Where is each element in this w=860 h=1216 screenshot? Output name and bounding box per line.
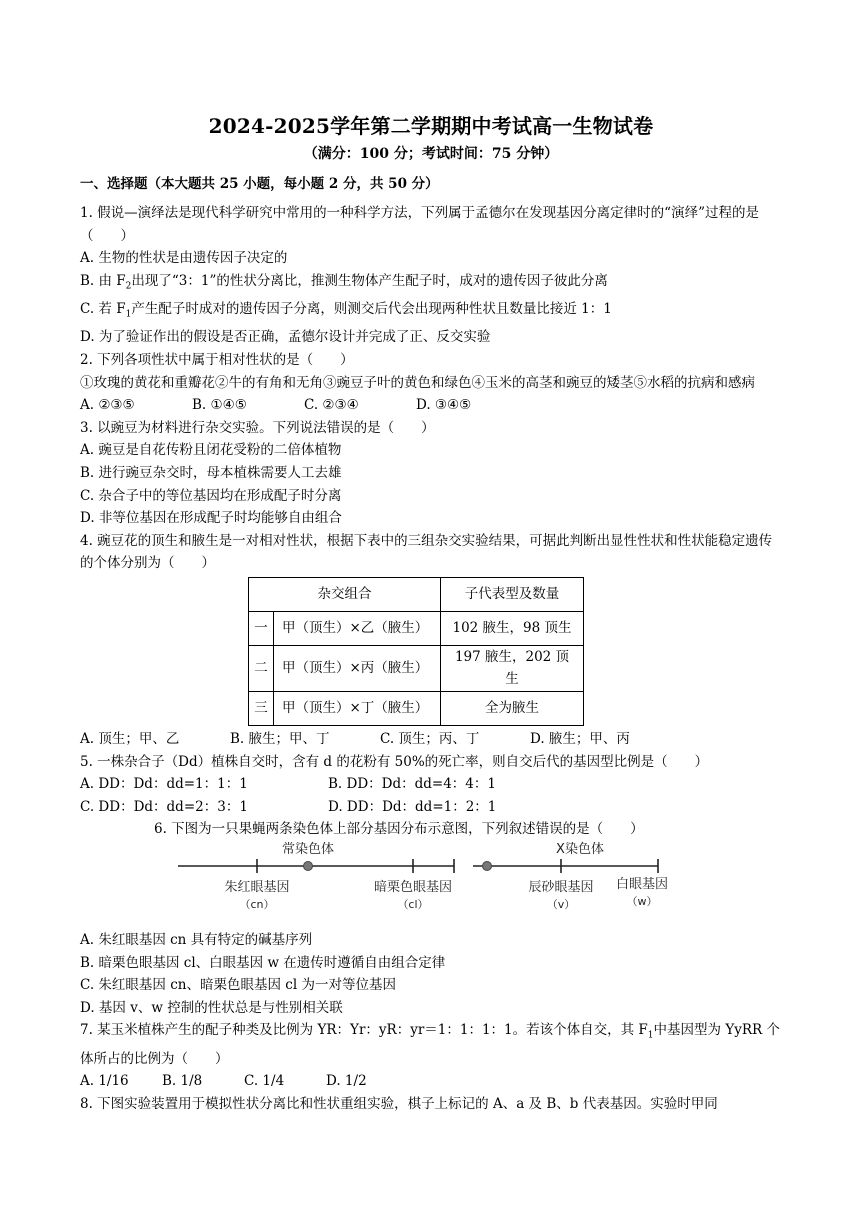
question-stem: 5. 一株杂合子（Dd）植株自交时，含有 d 的花粉有 50%的死亡率，则自交后代的基因型比例是（ ） [80, 753, 709, 770]
question-stem: 1. 假说—演绎法是现代科学研究中常用的一种科学方法，下列属于孟德尔在发现基因分离定律时的“演绎”过程的是（ ） [80, 205, 759, 244]
chromosome-diagram [80, 841, 782, 929]
question-stem: 4. 豌豆花的顶生和腋生是一对相对性状，根据下表中的三组杂交实验结果，可据此判断出显性性状和性状能稳定遗传的个体分别为（ ） [80, 532, 773, 572]
question-stem: 6. 下图为一只果蝇两条染色体上部分基因分布示意图，下列叙述错误的是（ ） [154, 821, 644, 838]
question-1 [80, 202, 782, 349]
table-cell-idx: 一 [249, 611, 274, 645]
option-b: B. DD：Dd：dd=4：4：1 [328, 776, 496, 793]
options-row [80, 773, 782, 796]
cross-table [248, 577, 584, 726]
gene-label-w: 白眼基因 [615, 877, 669, 893]
option-a: A. DD：Dd：dd=1：1：1 [80, 776, 248, 793]
table-cell-combo: 甲（顶生）×丁（腋生） [274, 692, 441, 726]
option-b: B. 进行豌豆杂交时，母本植株需要人工去雄 [80, 464, 342, 481]
question-4 [80, 530, 782, 751]
option-b: B. 暗栗色眼基因 cl、白眼基因 w 在遗传时遵循自由组合定律 [80, 954, 446, 971]
table-cell-result: 102 腋生，98 顶生 [441, 611, 584, 645]
option-c: C. 顶生；丙、丁 [380, 731, 480, 748]
gene-label-v: 辰砂眼基因 [528, 880, 594, 896]
x-centromere [483, 862, 492, 871]
options-row [80, 1070, 782, 1093]
question-5 [80, 751, 782, 819]
option-a: A. 1/16 [80, 1073, 129, 1090]
gene-label-cl: 暗栗色眼基因 [373, 880, 453, 896]
option-b: B. 由 $F_2$出现了“3：1”的性状分离比，推测生物体产生配子时，成对的遗传因子彼此分离 [80, 272, 608, 292]
option-d: D. 非等位基因在形成配子时均能够自由组合 [80, 510, 342, 527]
option-a: A. 顶生；甲、乙 [80, 731, 180, 748]
option-d: D. 腋生；甲、丙 [530, 731, 630, 748]
question-stem: 8. 下图实验装置用于模拟性状分离比和性状重组实验，棋子上标记的 A、a 及 B、b 代表基因。实验时甲同 [80, 1095, 718, 1112]
page-title: 2024-2025学年第二学期期中考试高一生物试卷 [208, 114, 654, 138]
option-a: A. 生物的性状是由遗传因子决定的 [80, 250, 288, 267]
question-6 [80, 818, 782, 1019]
option-c: C. ②③④ [304, 397, 359, 414]
option-c: C. 若 $F_1$产生配子时成对的遗传因子分离，则测交后代会出现两种性状且数量比接近 1：1 [80, 301, 612, 320]
question-stem: 3. 以豌豆为材料进行杂交实验。下列说法错误的是（ ） [80, 419, 435, 436]
table-cell-combo: 甲（顶生）×丙（腋生） [274, 645, 441, 691]
table-cell-combo: 甲（顶生）×乙（腋生） [274, 611, 441, 645]
question-7 [80, 1019, 782, 1092]
option-a: A. 豌豆是自花传粉且闭花受粉的二倍体植物 [80, 442, 342, 459]
option-d: D. 为了验证作出的假设是否正确，孟德尔设计并完成了正、反交实验 [80, 329, 491, 346]
table-cell-result: 全为腋生 [441, 692, 584, 726]
gene-symbol-v: （v） [546, 898, 576, 912]
x-chromosome-label: X染色体 [556, 842, 604, 858]
gene-symbol-cn: （cn） [239, 898, 275, 912]
option-c: C. 朱红眼基因 cn、暗栗色眼基因 cl 为一对等位基因 [80, 977, 396, 994]
option-a: A. ②③⑤ [80, 397, 135, 414]
options-row [80, 394, 782, 417]
question-stem: 7. 某玉米植株产生的配子种类及比例为 YR：Yr：yR：yr＝1：1：1：1。若该个体自交，其 $F_1$中基因型为 YyRR 个体所占的比例为（ ） [80, 1022, 780, 1067]
option-a: A. 朱红眼基因 cn 具有特定的碱基序列 [80, 932, 313, 949]
autosome-label: 常染色体 [281, 842, 335, 858]
section-heading: 一、选择题（本大题共 25 小题，每小题 2 分，共 50 分） [80, 176, 439, 192]
question-3 [80, 417, 782, 530]
option-b: B. 腋生；甲、丁 [230, 731, 330, 748]
option-d: D. 基因 v、w 控制的性状总是与性别相关联 [80, 999, 343, 1016]
options-row [80, 728, 782, 751]
table-row [249, 611, 584, 645]
question-2 [80, 349, 782, 417]
option-b: B. ①④⑤ [192, 397, 247, 414]
option-c: C. 1/4 [244, 1073, 285, 1090]
table-header-row [249, 577, 584, 611]
gene-label-cn: 朱红眼基因 [224, 880, 290, 896]
autosome-centromere [304, 862, 313, 871]
table-row [249, 692, 584, 726]
option-c: C. DD：Dd：dd=2：3：1 [80, 798, 248, 815]
table-cell-idx: 二 [249, 645, 274, 691]
question-stem: 2. 下列各项性状中属于相对性状的是（ ） [80, 351, 354, 368]
table-header-result: 子代表型及数量 [441, 577, 584, 611]
question-items: ①玫瑰的黄花和重瓣花②牛的有角和无角③豌豆子叶的黄色和绿色④玉米的高茎和豌豆的矮茎⑤水稻的抗病和感病 [80, 374, 755, 391]
question-8 [80, 1093, 782, 1116]
gene-symbol-cl: （cl） [397, 898, 429, 912]
table-cell-idx: 三 [249, 692, 274, 726]
option-d: D. ③④⑤ [416, 397, 472, 414]
option-c: C. 杂合子中的等位基因均在形成配子时分离 [80, 487, 342, 504]
gene-symbol-w: （w） [626, 895, 658, 909]
option-b: B. 1/8 [162, 1073, 203, 1090]
page-subtitle: （满分：100 分；考试时间：75 分钟） [303, 146, 559, 162]
table-header-combo: 杂交组合 [249, 577, 441, 611]
table-row [249, 645, 584, 691]
table-cell-result: 197 腋生，202 顶生 [441, 645, 584, 691]
options-row [80, 796, 782, 819]
option-d: D. 1/2 [326, 1073, 367, 1090]
option-d: D. DD：Dd：dd=1：2：1 [328, 798, 497, 815]
